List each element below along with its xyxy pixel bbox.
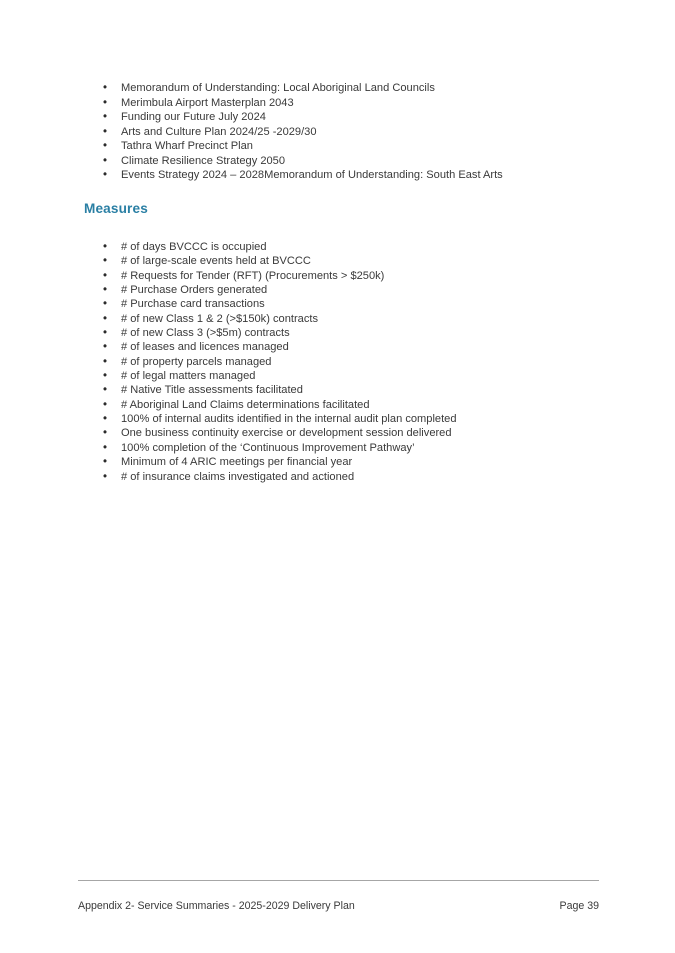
measure-item: • Minimum of 4 ARIC meetings per financial year <box>0 455 457 469</box>
strategy-document-item: • Climate Resilience Strategy 2050 <box>0 154 503 169</box>
measure-item: • # of new Class 1 & 2 (>$150k) contracts <box>0 312 457 326</box>
strategy-document-item: • Merimbula Airport Masterplan 2043 <box>0 96 503 111</box>
page-footer <box>78 880 599 913</box>
measure-item: • # Requests for Tender (RFT) (Procurements > $250k) <box>0 269 457 283</box>
measure-item: • 100% completion of the ‘Continuous Improvement Pathway’ <box>0 441 457 455</box>
measure-item: • # of large-scale events held at BVCCC <box>0 254 457 268</box>
footer-page-number: Page 39 <box>559 900 599 912</box>
section-heading-measures: Measures <box>84 201 148 216</box>
strategy-document-item: • Events Strategy 2024 – 2028Memorandum of Understanding: South East Arts <box>0 168 503 183</box>
measure-item: • 100% of internal audits identified in the internal audit plan completed <box>0 412 457 426</box>
strategy-document-item: • Arts and Culture Plan 2024/25 -2029/30 <box>0 125 503 140</box>
measure-item: • # Purchase Orders generated <box>0 283 457 297</box>
measure-item: • # Aboriginal Land Claims determinations facilitated <box>0 398 457 412</box>
strategy-documents-list <box>0 81 503 183</box>
footer-divider <box>78 880 599 881</box>
measure-item: • # of leases and licences managed <box>0 340 457 354</box>
footer-document-title: Appendix 2- Service Summaries - 2025-2029 Delivery Plan <box>78 900 355 912</box>
strategy-document-item: • Tathra Wharf Precinct Plan <box>0 139 503 154</box>
measure-item: • # Purchase card transactions <box>0 297 457 311</box>
measure-item: • # of legal matters managed <box>0 369 457 383</box>
measure-item: • # Native Title assessments facilitated <box>0 383 457 397</box>
measure-item: • # of property parcels managed <box>0 355 457 369</box>
measure-item: • One business continuity exercise or development session delivered <box>0 426 457 440</box>
strategy-document-item: • Funding our Future July 2024 <box>0 110 503 125</box>
footer-row <box>78 899 599 913</box>
measure-item: • # of days BVCCC is occupied <box>0 240 457 254</box>
measure-item: • # of new Class 3 (>$5m) contracts <box>0 326 457 340</box>
measures-list <box>0 240 457 484</box>
measure-item: • # of insurance claims investigated and actioned <box>0 470 457 484</box>
strategy-document-item: • Memorandum of Understanding: Local Aboriginal Land Councils <box>0 81 503 96</box>
